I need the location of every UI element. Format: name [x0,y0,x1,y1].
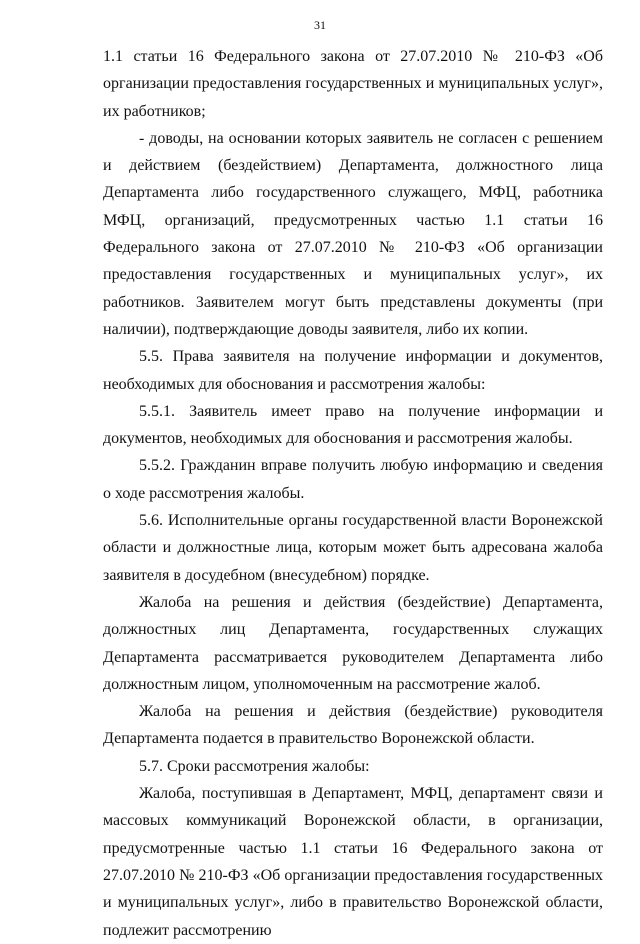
document-body [103,43,603,944]
paragraph-5-7: 5.7. Сроки рассмотрения жалобы: [139,757,370,775]
paragraph-complaint-received: Жалоба, поступившая в Департамент, МФЦ, департамент связи и массовых коммуникаций Воронежской области, в организации, предусмотренные частью 1.1 статьи 16 Федерального закона от 27.07.2010 № 210-ФЗ «Об организации предоставления государственных и муниципальных услуг», либо в правительство Воронежской области, подлежит рассмотрению [103,785,603,939]
paragraph-complaint-head: Жалоба на решения и действия (бездействие) руководителя Департамента подается в правительство Воронежской области. [103,703,603,748]
paragraph-continuation: 1.1 статьи 16 Федерального закона от 27.07.2010 № 210-ФЗ «Об организации предоставления государственных и муниципальных услуг», их работников; [103,48,603,120]
paragraph-5-5-1: 5.5.1. Заявитель имеет право на получение информации и документов, необходимых для обоснования и рассмотрения жалобы. [103,402,603,448]
page-number: 31 [314,18,326,32]
paragraph-5-5: 5.5. Права заявителя на получение информации и документов, необходимых для обоснования и рассмотрения жалобы: [103,348,603,393]
paragraph-5-6: 5.6. Исполнительные органы государственной власти Воронежской области и должностные лица, которым может быть адресована жалоба заявителя в досудебном (внесудебном) порядке. [103,512,603,584]
paragraph-complaint-department: Жалоба на решения и действия (бездействие) Департамента, должностных лиц Департамента, государственных служащих Департамента рассматривается руководителем Департамента либо должностным лицом, уполномоченным на рассмотрение жалоб. [103,593,603,693]
paragraph-arguments: - доводы, на основании которых заявитель не согласен с решением и действием (бездействием) Департамента, должностного лица Департамента либо государственного служащего, МФЦ, работника МФЦ, организаций, предусмотренных частью 1.1 статьи 16 Федерального закона от 27.07.2010 № 210-ФЗ «Об организации предоставления государственных и муниципальных услуг», их работников. Заявителем могут быть представлены документы (при наличии), подтверждающие доводы заявителя, либо их копии. [103,129,603,338]
paragraph-5-5-2: 5.5.2. Гражданин вправе получить любую информацию и сведения о ходе рассмотрения жалобы. [103,457,603,502]
